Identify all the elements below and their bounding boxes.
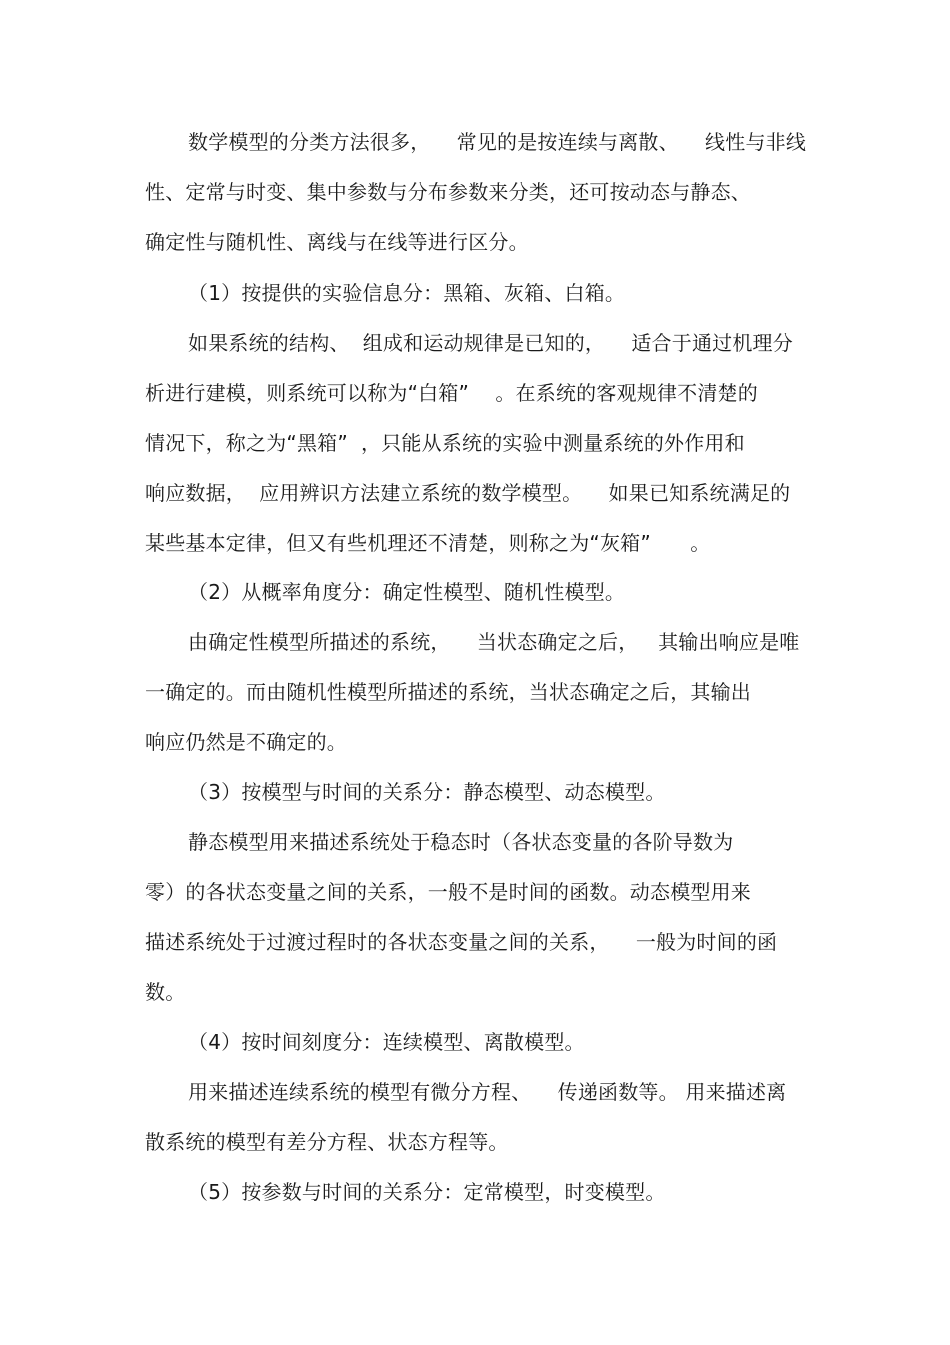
text-line: 数。	[145, 980, 186, 1004]
text-line: 用来描述连续系统的模型有微分方程、 传递函数等。 用来描述离	[188, 1080, 787, 1104]
section-heading-1: （1）按提供的实验信息分：黑箱、灰箱、白箱。	[188, 281, 626, 305]
text-line: 响应数据， 应用辨识方法建立系统的数学模型。 如果已知系统满足的	[145, 481, 791, 505]
text-line: 情况下，称之为“黑箱” ，只能从系统的实验中测量系统的外作用和	[145, 431, 745, 455]
text-line: 析进行建模，则系统可以称为“白箱” 。在系统的客观规律不清楚的	[145, 381, 758, 405]
text-line: 某些基本定律，但又有些机理还不清楚，则称之为“灰箱” 。	[145, 531, 711, 555]
section-heading-3: （3）按模型与时间的关系分：静态模型、动态模型。	[188, 780, 666, 804]
text-line: 由确定性模型所描述的系统， 当状态确定之后， 其输出响应是唯	[188, 630, 800, 654]
section-heading-2: （2）从概率角度分：确定性模型、随机性模型。	[188, 580, 626, 604]
section-heading-5: （5）按参数与时间的关系分：定常模型，时变模型。	[188, 1180, 666, 1204]
text-line: 散系统的模型有差分方程、状态方程等。	[145, 1130, 509, 1154]
section-heading-4: （4）按时间刻度分：连续模型、离散模型。	[188, 1030, 585, 1054]
text-line: 描述系统处于过渡过程时的各状态变量之间的关系， 一般为时间的函	[145, 930, 778, 954]
text-line: 响应仍然是不确定的。	[145, 730, 347, 754]
text-line: 确定性与随机性、离线与在线等进行区分。	[145, 230, 529, 254]
text-line: 如果系统的结构、 组成和运动规律是已知的， 适合于通过机理分	[188, 331, 793, 355]
text-line: 一确定的。而由随机性模型所描述的系统，当状态确定之后，其输出	[145, 680, 751, 704]
text-line: 性、定常与时变、集中参数与分布参数来分类，还可按动态与静态、	[145, 180, 751, 204]
text-line: 静态模型用来描述系统处于稳态时（各状态变量的各阶导数为	[188, 830, 734, 854]
text-line: 零）的各状态变量之间的关系，一般不是时间的函数。动态模型用来	[145, 880, 751, 904]
text-line: 数学模型的分类方法很多， 常见的是按连续与离散、 线性与非线	[188, 130, 807, 154]
